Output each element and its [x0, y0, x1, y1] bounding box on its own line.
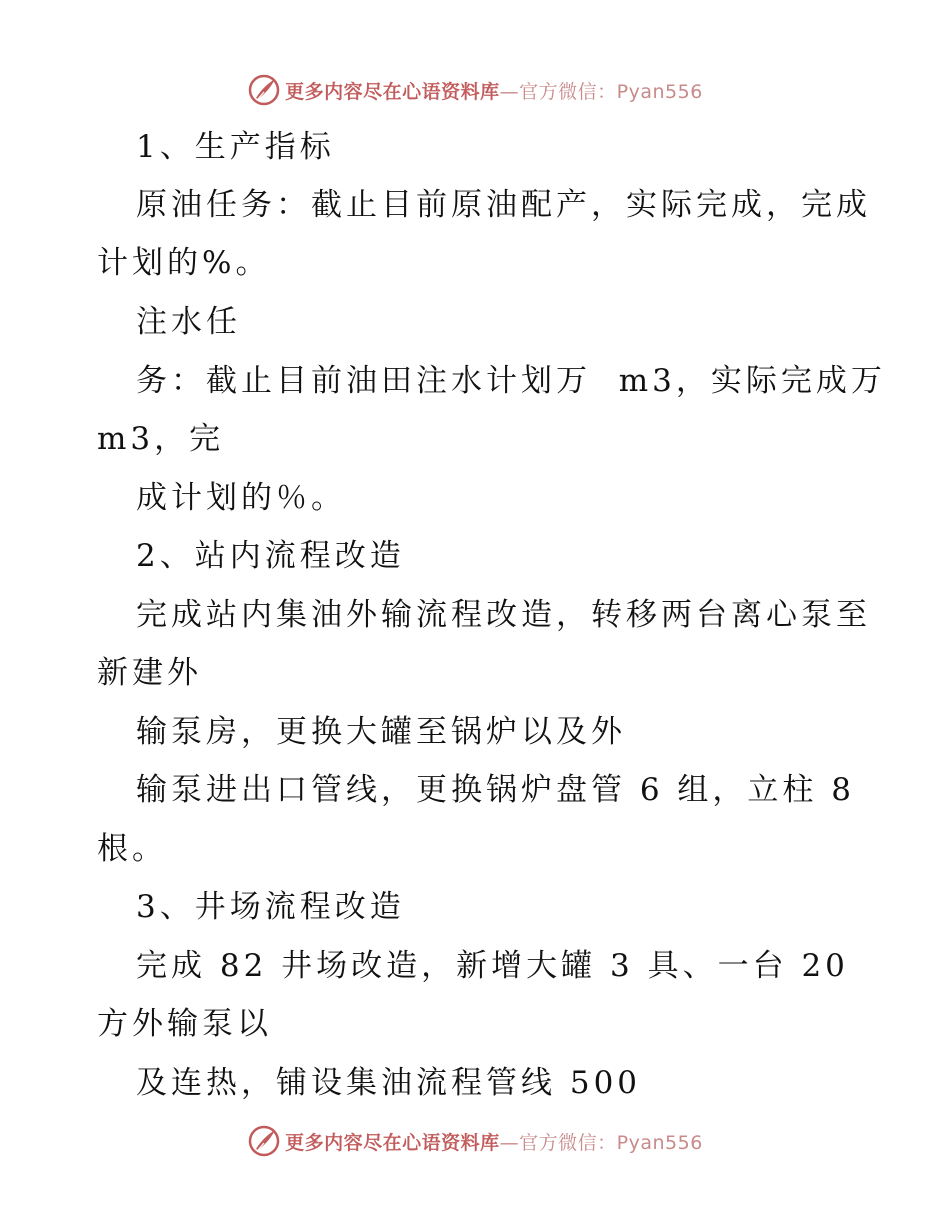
- paragraph-line: 原油任务：截止目前原油配产，实际完成，完成: [136, 187, 871, 223]
- paragraph-line: 务：截止目前油田注水计划万 m3，实际完成万: [136, 363, 886, 399]
- watermark-main-text: 更多内容尽在心语资料库: [285, 1131, 500, 1154]
- heading-wellsite-process-renovation: 3、井场流程改造: [136, 889, 405, 925]
- watermark-suffix-text: —官方微信：Pyan556: [499, 80, 703, 103]
- paragraph-line: 成计划的％。: [136, 480, 346, 516]
- watermark-main-text: 更多内容尽在心语资料库: [285, 80, 500, 103]
- heading-production-indicators: 1、生产指标: [136, 129, 335, 165]
- heading-station-process-renovation: 2、站内流程改造: [136, 538, 405, 574]
- quill-logo-icon: [247, 1124, 281, 1158]
- watermark-suffix-text: —官方微信：Pyan556: [499, 1131, 703, 1154]
- paragraph-line: 输泵进出口管线，更换锅炉盘管 6 组，立柱 8: [136, 772, 856, 808]
- paragraph-line: 新建外: [97, 655, 202, 691]
- paragraph-line: m3，完: [97, 421, 225, 457]
- paragraph-line: 计划的%。: [97, 245, 271, 281]
- paragraph-line: 完成 82 井场改造，新增大罐 3 具、一台 20: [136, 948, 849, 984]
- paragraph-line: 注水任: [136, 304, 241, 340]
- paragraph-line: 方外输泵以: [97, 1006, 272, 1042]
- paragraph-line: 输泵房，更换大罐至锅炉以及外: [136, 714, 626, 750]
- paragraph-line: 根。: [97, 831, 167, 867]
- footer-watermark: [0, 1121, 950, 1161]
- paragraph-line: 完成站内集油外输流程改造，转移两台离心泵至: [136, 597, 871, 633]
- paragraph-line: 及连热，铺设集油流程管线 500: [136, 1065, 642, 1101]
